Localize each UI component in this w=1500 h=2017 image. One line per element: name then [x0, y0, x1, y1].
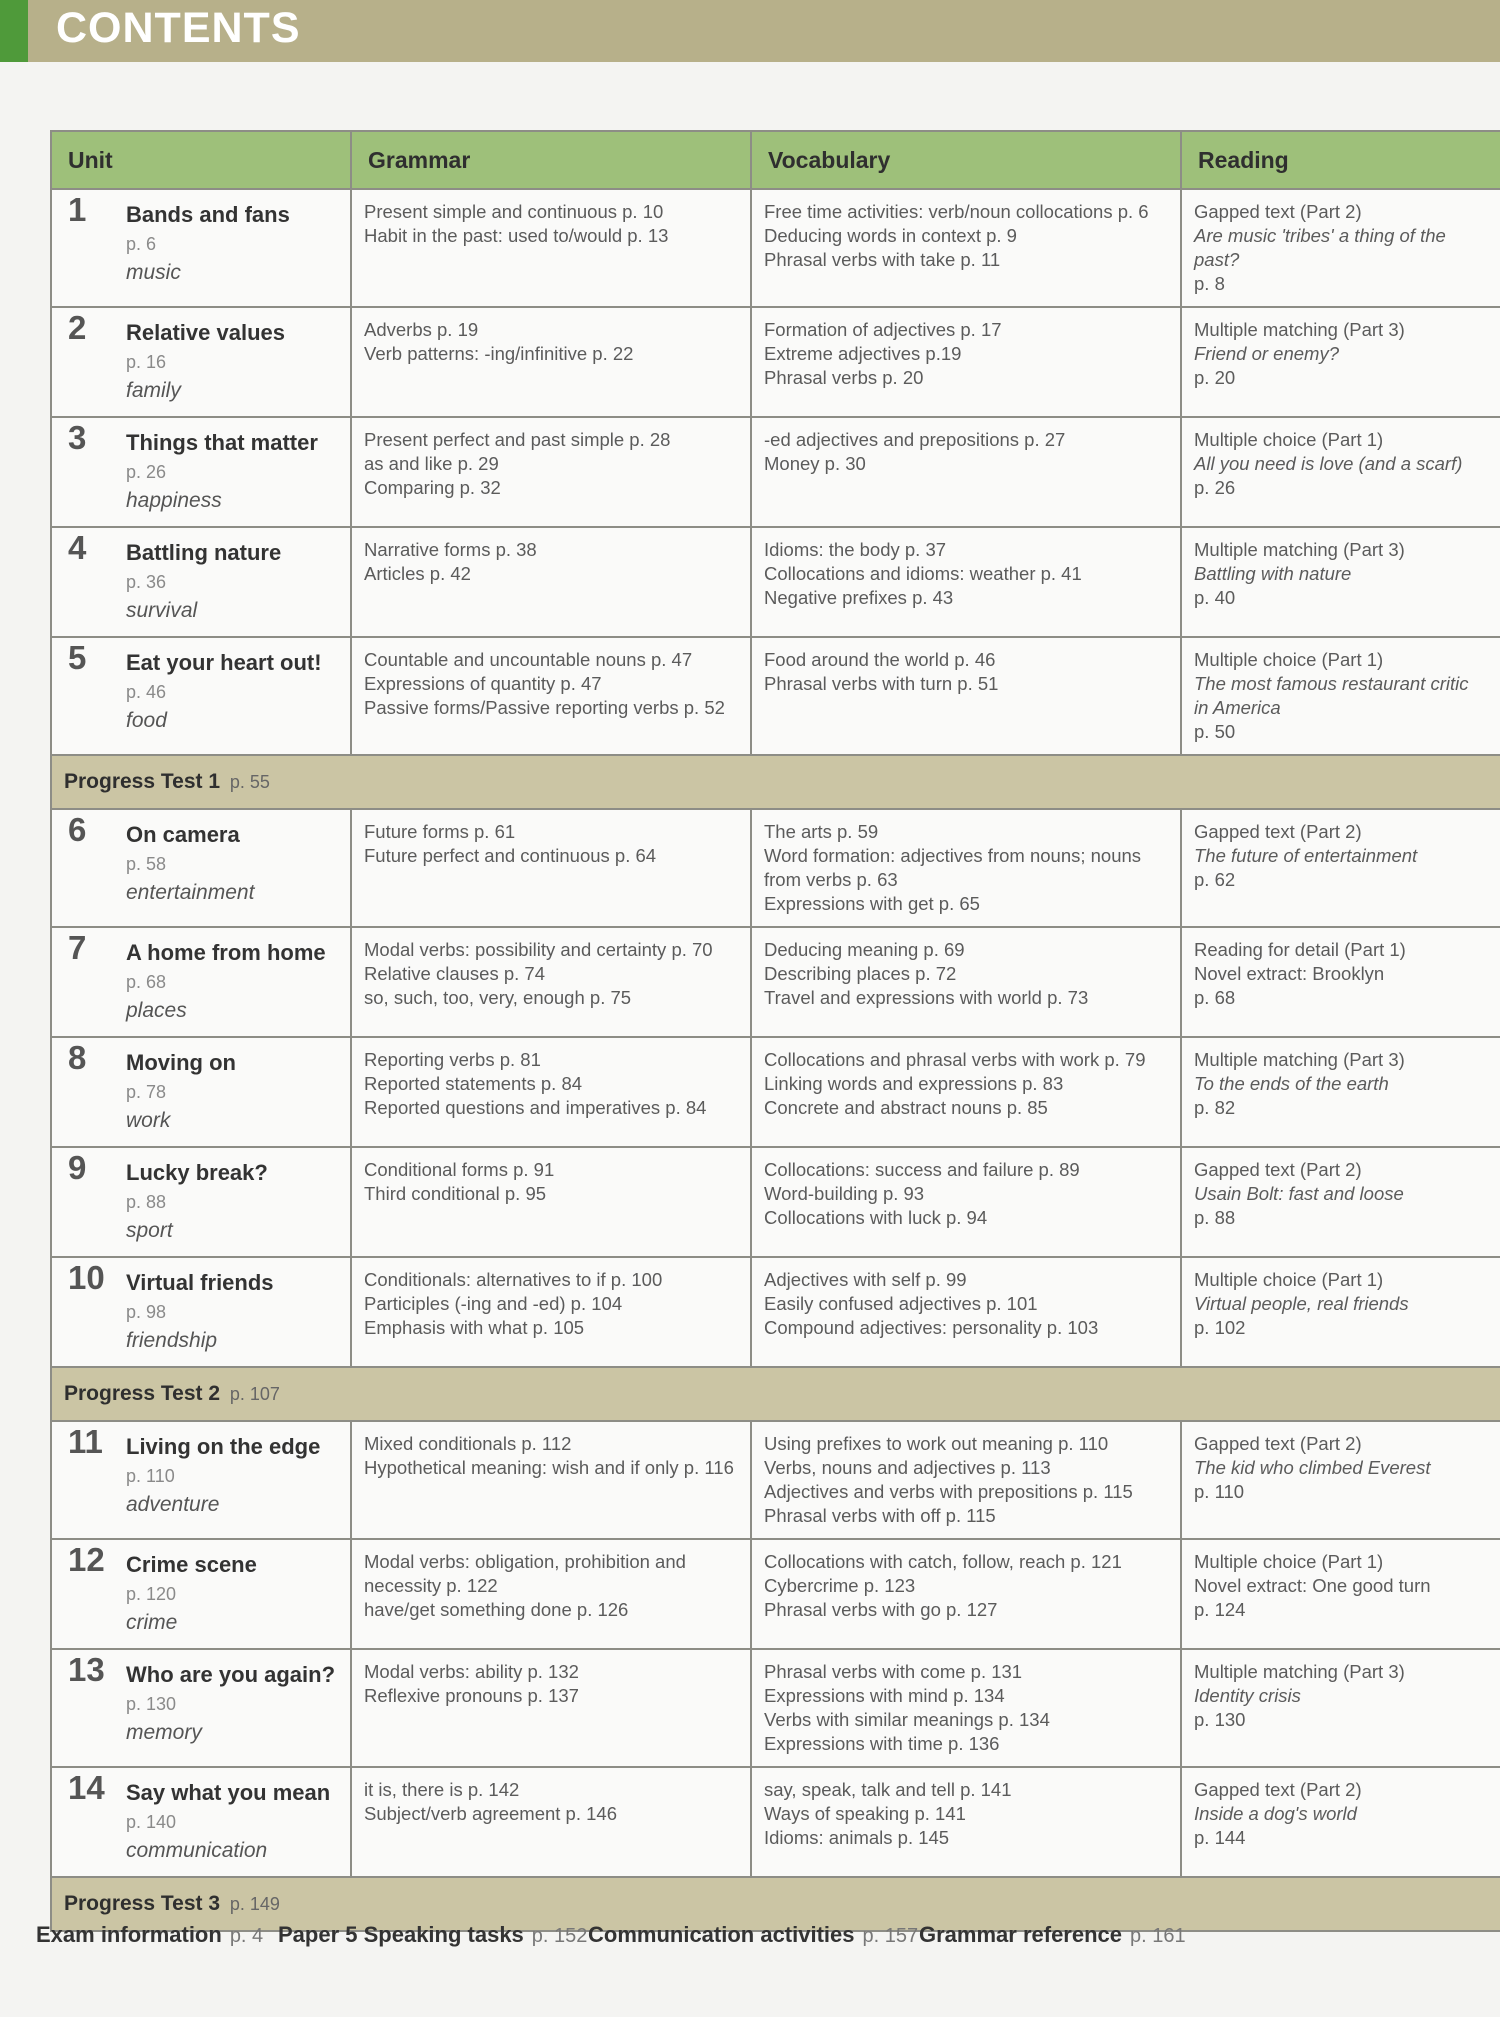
reading-cell [1181, 1147, 1500, 1257]
reading-line: p. 20 [1194, 367, 1236, 388]
unit-number: 6 [68, 811, 87, 848]
reading-cell [1181, 1539, 1500, 1649]
grammar-line: so, such, too, very, enough p. 75 [364, 987, 632, 1008]
reading-line: Are music 'tribes' a thing of the past? [1194, 225, 1446, 270]
grammar-line: Present perfect and past simple p. 28 [364, 429, 671, 450]
unit-number: 7 [68, 929, 87, 966]
grammar-line: Future perfect and continuous p. 64 [364, 845, 657, 866]
unit-info [126, 820, 338, 908]
vocab-line: Easily confused adjectives p. 101 [764, 1293, 1038, 1314]
vocab-line: Ways of speaking p. 141 [764, 1803, 966, 1824]
reading-cell [1181, 1257, 1500, 1367]
unit-info [126, 1550, 338, 1638]
reading-line: To the ends of the earth [1194, 1073, 1389, 1094]
reading-line: p. 124 [1194, 1599, 1246, 1620]
unit-number: 3 [68, 419, 87, 456]
unit-page: p. 120 [126, 1584, 177, 1604]
reading-line: p. 130 [1194, 1709, 1246, 1730]
unit-row [51, 1421, 1500, 1539]
unit-row [51, 189, 1500, 307]
reading-line: p. 62 [1194, 869, 1236, 890]
vocab-line: Describing places p. 72 [764, 963, 957, 984]
vocab-cell [751, 1147, 1181, 1257]
grammar-line: Habit in the past: used to/would p. 13 [364, 225, 669, 246]
footer-link-page: p. 152 [531, 1925, 588, 1947]
grammar-line: Participles (-ing and -ed) p. 104 [364, 1293, 623, 1314]
grammar-line: Mixed conditionals p. 112 [364, 1433, 572, 1454]
vocab-line: Phrasal verbs with turn p. 51 [764, 673, 999, 694]
vocab-line: Word-building p. 93 [764, 1183, 925, 1204]
vocab-line: Collocations and idioms: weather p. 41 [764, 563, 1082, 584]
grammar-cell [351, 417, 751, 527]
vocab-line: Using prefixes to work out meaning p. 110 [764, 1433, 1109, 1454]
unit-cell [51, 307, 351, 417]
vocab-cell [751, 1767, 1181, 1877]
unit-cell [51, 927, 351, 1037]
unit-topic: friendship [126, 1329, 218, 1352]
grammar-cell [351, 809, 751, 927]
grammar-line: Hypothetical meaning: wish and if only p. 116 [364, 1457, 734, 1478]
grammar-line: Subject/verb agreement p. 146 [364, 1803, 617, 1824]
grammar-line: Emphasis with what p. 105 [364, 1317, 585, 1338]
reading-line: p. 102 [1194, 1317, 1246, 1338]
reading-line: Multiple matching (Part 3) [1194, 1049, 1405, 1070]
unit-cell [51, 1539, 351, 1649]
grammar-line: have/get something done p. 126 [364, 1599, 629, 1620]
progress-test-row [51, 1367, 1500, 1421]
grammar-line: Third conditional p. 95 [364, 1183, 547, 1204]
unit-cell [51, 189, 351, 307]
unit-cell [51, 1767, 351, 1877]
grammar-cell [351, 307, 751, 417]
vocab-line: Formation of adjectives p. 17 [764, 319, 1002, 340]
vocab-line: Phrasal verbs with off p. 115 [764, 1505, 996, 1526]
unit-row [51, 527, 1500, 637]
unit-cell [51, 1257, 351, 1367]
grammar-line: Modal verbs: obligation, prohibition and necessity p. 122 [364, 1551, 686, 1596]
reading-cell [1181, 927, 1500, 1037]
reading-cell [1181, 1421, 1500, 1539]
grammar-line: as and like p. 29 [364, 453, 499, 474]
unit-info [126, 648, 338, 736]
grammar-line: Passive forms/Passive reporting verbs p. 52 [364, 697, 725, 718]
unit-topic: food [126, 709, 167, 732]
vocab-line: Collocations and phrasal verbs with work p. 79 [764, 1049, 1146, 1070]
unit-page: p. 110 [126, 1466, 175, 1486]
reading-line: Gapped text (Part 2) [1194, 1433, 1362, 1454]
unit-cell [51, 637, 351, 755]
unit-row [51, 1649, 1500, 1767]
vocab-line: Phrasal verbs with go p. 127 [764, 1599, 998, 1620]
vocab-cell [751, 927, 1181, 1037]
unit-cell [51, 1649, 351, 1767]
progress-test-title: Progress Test 1 [64, 770, 221, 793]
grammar-cell [351, 527, 751, 637]
vocab-line: Phrasal verbs with take p. 11 [764, 249, 1001, 270]
grammar-line: Relative clauses p. 74 [364, 963, 545, 984]
progress-test-page: p. 149 [229, 1894, 280, 1914]
unit-number: 13 [68, 1651, 105, 1688]
reading-line: Novel extract: One good turn [1194, 1575, 1431, 1596]
unit-topic: entertainment [126, 881, 255, 904]
footer-link-title: Grammar reference [919, 1922, 1123, 1947]
grammar-cell [351, 637, 751, 755]
vocab-cell [751, 307, 1181, 417]
reading-line: The kid who climbed Everest [1194, 1457, 1431, 1478]
reading-cell [1181, 189, 1500, 307]
reading-cell [1181, 527, 1500, 637]
unit-title: Relative values [126, 320, 285, 345]
unit-page: p. 6 [126, 234, 157, 254]
vocab-line: Verbs, nouns and adjectives p. 113 [764, 1457, 1051, 1478]
unit-title: Eat your heart out! [126, 650, 322, 675]
unit-number: 10 [68, 1259, 105, 1296]
footer-link[interactable] [919, 1922, 1186, 1948]
vocab-line: Extreme adjectives p.19 [764, 343, 962, 364]
reading-line: Battling with nature [1194, 563, 1352, 584]
vocab-line: Verbs with similar meanings p. 134 [764, 1709, 1050, 1730]
footer-link-page: p. 157 [862, 1925, 919, 1947]
unit-info [126, 1268, 338, 1356]
grammar-line: Expressions of quantity p. 47 [364, 673, 602, 694]
reading-cell [1181, 637, 1500, 755]
unit-cell [51, 1147, 351, 1257]
grammar-line: Adverbs p. 19 [364, 319, 479, 340]
unit-topic: sport [126, 1219, 173, 1242]
reading-line: Friend or enemy? [1194, 343, 1339, 364]
grammar-cell [351, 1037, 751, 1147]
progress-test-cell [51, 1367, 1500, 1421]
unit-number: 9 [68, 1149, 87, 1186]
unit-number: 11 [68, 1423, 103, 1460]
unit-cell [51, 809, 351, 927]
grammar-line: Verb patterns: -ing/infinitive p. 22 [364, 343, 634, 364]
vocab-line: say, speak, talk and tell p. 141 [764, 1779, 1012, 1800]
vocab-cell [751, 1539, 1181, 1649]
grammar-cell [351, 1539, 751, 1649]
header-accent [0, 0, 28, 62]
progress-test-row [51, 755, 1500, 809]
vocab-line: Phrasal verbs with come p. 131 [764, 1661, 1023, 1682]
grammar-line: Narrative forms p. 38 [364, 539, 537, 560]
unit-page: p. 68 [126, 972, 167, 992]
reading-line: p. 50 [1194, 721, 1236, 742]
vocab-line: Compound adjectives: personality p. 103 [764, 1317, 1099, 1338]
unit-topic: crime [126, 1611, 178, 1634]
grammar-cell [351, 1257, 751, 1367]
vocab-line: Negative prefixes p. 43 [764, 587, 954, 608]
vocab-line: Idioms: the body p. 37 [764, 539, 947, 560]
vocab-line: Food around the world p. 46 [764, 649, 996, 670]
unit-topic: family [126, 379, 181, 402]
unit-number: 5 [68, 639, 87, 676]
reading-line: The future of entertainment [1194, 845, 1418, 866]
grammar-line: Countable and uncountable nouns p. 47 [364, 649, 693, 670]
unit-cell [51, 417, 351, 527]
reading-line: Virtual people, real friends [1194, 1293, 1409, 1314]
progress-test-title: Progress Test 2 [64, 1382, 221, 1405]
vocab-cell [751, 527, 1181, 637]
vocab-line: Linking words and expressions p. 83 [764, 1073, 1064, 1094]
unit-topic: music [126, 261, 181, 284]
unit-info [126, 1432, 338, 1520]
vocab-line: Word formation: adjectives from nouns; nouns from verbs p. 63 [764, 845, 1142, 890]
contents-table [50, 130, 1500, 1932]
unit-cell [51, 1037, 351, 1147]
reading-line: Gapped text (Part 2) [1194, 821, 1362, 842]
reading-line: Multiple matching (Part 3) [1194, 319, 1405, 340]
footer-link-title: Paper 5 Speaking tasks [278, 1922, 524, 1947]
vocab-line: Concrete and abstract nouns p. 85 [764, 1097, 1048, 1118]
unit-info [126, 1660, 338, 1748]
column-header-reading: Reading [1181, 131, 1500, 189]
unit-page: p. 130 [126, 1694, 177, 1714]
footer-link[interactable] [278, 1922, 587, 1948]
grammar-line: Reported questions and imperatives p. 84 [364, 1097, 707, 1118]
vocab-cell [751, 189, 1181, 307]
vocab-cell [751, 1649, 1181, 1767]
reading-cell [1181, 417, 1500, 527]
unit-topic: memory [126, 1721, 202, 1744]
grammar-cell [351, 1649, 751, 1767]
grammar-line: it is, there is p. 142 [364, 1779, 520, 1800]
reading-line: Multiple matching (Part 3) [1194, 1661, 1405, 1682]
reading-line: Novel extract: Brooklyn [1194, 963, 1385, 984]
unit-topic: places [126, 999, 187, 1022]
vocab-line: -ed adjectives and prepositions p. 27 [764, 429, 1066, 450]
progress-test-page: p. 107 [229, 1384, 280, 1404]
unit-topic: communication [126, 1839, 268, 1862]
grammar-line: Conditional forms p. 91 [364, 1159, 555, 1180]
unit-topic: adventure [126, 1493, 220, 1516]
unit-page: p. 88 [126, 1192, 167, 1212]
unit-info [126, 1048, 338, 1136]
unit-row [51, 1037, 1500, 1147]
grammar-line: Conditionals: alternatives to if p. 100 [364, 1269, 663, 1290]
vocab-line: Collocations with luck p. 94 [764, 1207, 988, 1228]
unit-title: Say what you mean [126, 1780, 331, 1805]
unit-topic: survival [126, 599, 198, 622]
unit-row [51, 1539, 1500, 1649]
unit-title: Who are you again? [126, 1662, 336, 1687]
unit-row [51, 1147, 1500, 1257]
reading-cell [1181, 307, 1500, 417]
header-bar [0, 0, 1500, 62]
reading-line: Multiple matching (Part 3) [1194, 539, 1405, 560]
unit-row [51, 417, 1500, 527]
column-header-unit: Unit [51, 131, 351, 189]
reading-line: Gapped text (Part 2) [1194, 201, 1362, 222]
reading-line: p. 40 [1194, 587, 1236, 608]
unit-page: p. 16 [126, 352, 167, 372]
reading-line: Multiple choice (Part 1) [1194, 429, 1384, 450]
footer-link-page: p. 161 [1130, 1925, 1186, 1947]
grammar-line: Future forms p. 61 [364, 821, 516, 842]
unit-row [51, 1767, 1500, 1877]
vocab-cell [751, 417, 1181, 527]
footer-link-page: p. 4 [229, 1925, 264, 1947]
vocab-line: Phrasal verbs p. 20 [764, 367, 924, 388]
vocab-line: Collocations: success and failure p. 89 [764, 1159, 1080, 1180]
unit-topic: work [126, 1109, 171, 1132]
grammar-line: Reflexive pronouns p. 137 [364, 1685, 579, 1706]
grammar-line: Reporting verbs p. 81 [364, 1049, 541, 1070]
reading-line: p. 68 [1194, 987, 1236, 1008]
vocab-line: Expressions with time p. 136 [764, 1733, 1000, 1754]
reading-line: Multiple choice (Part 1) [1194, 649, 1384, 670]
unit-title: Battling nature [126, 540, 282, 565]
reading-cell [1181, 1649, 1500, 1767]
column-header-grammar: Grammar [351, 131, 751, 189]
grammar-cell [351, 927, 751, 1037]
unit-page: p. 46 [126, 682, 167, 702]
grammar-line: Modal verbs: ability p. 132 [364, 1661, 579, 1682]
reading-cell [1181, 1037, 1500, 1147]
reading-line: p. 110 [1194, 1481, 1245, 1502]
grammar-line: Comparing p. 32 [364, 477, 501, 498]
unit-title: Things that matter [126, 430, 318, 455]
reading-line: p. 82 [1194, 1097, 1236, 1118]
unit-page: p. 98 [126, 1302, 167, 1322]
reading-cell [1181, 1767, 1500, 1877]
unit-topic: happiness [126, 489, 222, 512]
unit-number: 12 [68, 1541, 105, 1578]
reading-cell [1181, 809, 1500, 927]
page-title: CONTENTS [56, 4, 301, 52]
vocab-cell [751, 1421, 1181, 1539]
vocab-line: Idioms: animals p. 145 [764, 1827, 950, 1848]
reading-line: Multiple choice (Part 1) [1194, 1551, 1384, 1572]
footer-link[interactable] [36, 1922, 263, 1948]
grammar-cell [351, 1421, 751, 1539]
footer-link[interactable] [588, 1922, 918, 1948]
reading-line: p. 8 [1194, 273, 1225, 294]
progress-test-title: Progress Test 3 [64, 1892, 221, 1915]
unit-title: Moving on [126, 1050, 236, 1075]
vocab-line: Deducing meaning p. 69 [764, 939, 965, 960]
grammar-line: Reported statements p. 84 [364, 1073, 583, 1094]
grammar-line: Present simple and continuous p. 10 [364, 201, 664, 222]
unit-number: 4 [68, 529, 87, 566]
vocab-cell [751, 637, 1181, 755]
unit-info [126, 938, 338, 1026]
table-body [51, 189, 1500, 1931]
column-header-vocabulary: Vocabulary [751, 131, 1181, 189]
vocab-line: Expressions with get p. 65 [764, 893, 980, 914]
unit-info [126, 1158, 338, 1246]
reading-line: Usain Bolt: fast and loose [1194, 1183, 1404, 1204]
unit-page: p. 140 [126, 1812, 177, 1832]
grammar-cell [351, 1767, 751, 1877]
grammar-cell [351, 1147, 751, 1257]
unit-page: p. 78 [126, 1082, 167, 1102]
unit-info [126, 318, 338, 406]
reading-line: Multiple choice (Part 1) [1194, 1269, 1384, 1290]
vocab-line: Money p. 30 [764, 453, 866, 474]
vocab-line: Expressions with mind p. 134 [764, 1685, 1005, 1706]
unit-title: On camera [126, 822, 240, 847]
reading-line: All you need is love (and a scarf) [1194, 453, 1463, 474]
unit-page: p. 26 [126, 462, 167, 482]
unit-info [126, 428, 338, 516]
reading-line: Reading for detail (Part 1) [1194, 939, 1406, 960]
unit-title: Bands and fans [126, 202, 290, 227]
unit-cell [51, 527, 351, 637]
table-header-row [51, 131, 1500, 189]
reading-line: Identity crisis [1194, 1685, 1301, 1706]
unit-page: p. 36 [126, 572, 167, 592]
vocab-line: Adjectives with self p. 99 [764, 1269, 967, 1290]
vocab-line: Adjectives and verbs with prepositions p. 115 [764, 1481, 1133, 1502]
unit-info [126, 1778, 338, 1866]
reading-line: p. 26 [1194, 477, 1236, 498]
vocab-line: The arts p. 59 [764, 821, 879, 842]
unit-info [126, 538, 338, 626]
grammar-line: Modal verbs: possibility and certainty p. 70 [364, 939, 713, 960]
unit-title: A home from home [126, 940, 326, 965]
unit-number: 1 [68, 191, 87, 228]
unit-title: Crime scene [126, 1552, 257, 1577]
unit-row [51, 637, 1500, 755]
reading-line: Inside a dog's world [1194, 1803, 1357, 1824]
vocab-cell [751, 809, 1181, 927]
unit-row [51, 307, 1500, 417]
unit-title: Virtual friends [126, 1270, 274, 1295]
unit-title: Lucky break? [126, 1160, 268, 1185]
footer-link-title: Communication activities [588, 1922, 855, 1947]
unit-title: Living on the edge [126, 1434, 321, 1459]
vocab-cell [751, 1257, 1181, 1367]
unit-number: 2 [68, 309, 87, 346]
unit-cell [51, 1421, 351, 1539]
reading-line: Gapped text (Part 2) [1194, 1779, 1362, 1800]
unit-row [51, 927, 1500, 1037]
footer-link-title: Exam information [36, 1922, 222, 1947]
vocab-line: Cybercrime p. 123 [764, 1575, 916, 1596]
reading-line: Gapped text (Part 2) [1194, 1159, 1362, 1180]
vocab-line: Free time activities: verb/noun collocations p. 6 [764, 201, 1149, 222]
footer-links [36, 1922, 1486, 1962]
reading-line: p. 88 [1194, 1207, 1236, 1228]
grammar-cell [351, 189, 751, 307]
unit-number: 14 [68, 1769, 105, 1806]
vocab-line: Travel and expressions with world p. 73 [764, 987, 1089, 1008]
progress-test-page: p. 55 [229, 772, 270, 792]
unit-number: 8 [68, 1039, 87, 1076]
unit-page: p. 58 [126, 854, 167, 874]
unit-row [51, 809, 1500, 927]
vocab-line: Collocations with catch, follow, reach p. 121 [764, 1551, 1122, 1572]
unit-info [126, 200, 338, 288]
reading-line: p. 144 [1194, 1827, 1246, 1848]
vocab-line: Deducing words in context p. 9 [764, 225, 1017, 246]
grammar-line: Articles p. 42 [364, 563, 471, 584]
progress-test-cell [51, 755, 1500, 809]
vocab-cell [751, 1037, 1181, 1147]
reading-line: The most famous restaurant critic in America [1194, 673, 1469, 718]
unit-row [51, 1257, 1500, 1367]
